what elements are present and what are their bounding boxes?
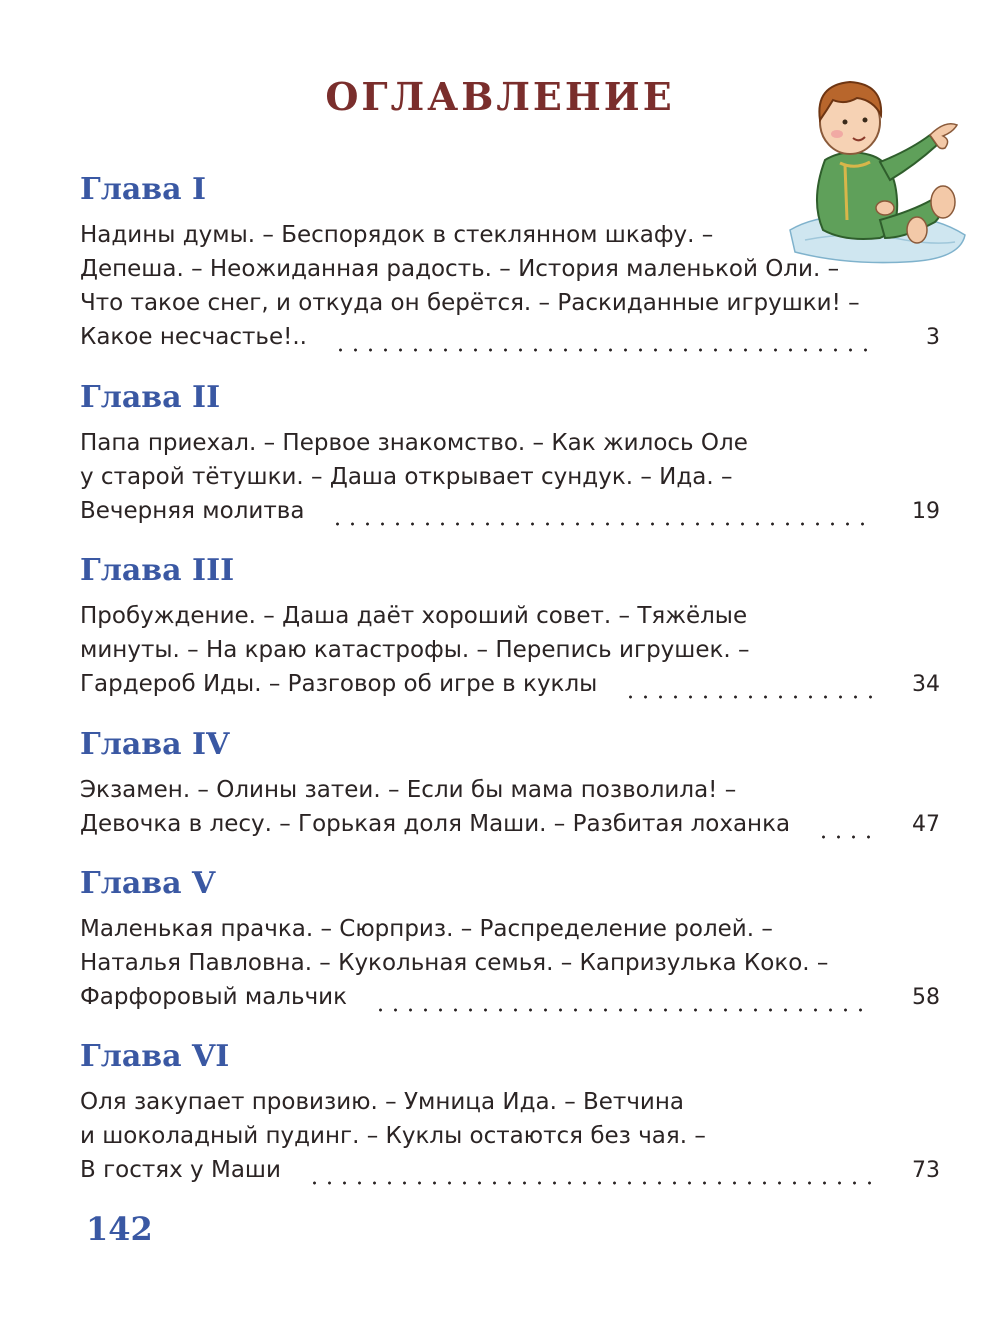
chapter-contents [80, 218, 940, 355]
toc-line: Пробуждение. – Даша даёт хороший совет. – Тяжёлые [80, 603, 748, 629]
dot-leader [307, 1164, 874, 1188]
chapter-5 [80, 866, 940, 1015]
toc-entry-line [80, 980, 940, 1015]
toc-entry-line [80, 1153, 940, 1188]
toc-entry-line [80, 667, 940, 702]
toc-line: и шоколадный пудинг. – Куклы остаются без чая. – [80, 1123, 706, 1149]
chapter-heading: Глава IV [80, 727, 230, 762]
dot-leader [330, 505, 874, 529]
chapter-contents [80, 773, 940, 842]
toc-line: В гостях у Маши [80, 1157, 281, 1183]
toc-line: Наталья Павловна. – Кукольная семья. – Капризулька Коко. – [80, 950, 829, 976]
chapter-3 [80, 553, 940, 702]
chapter-contents [80, 912, 940, 1015]
page-title: ОГЛАВЛЕНИЕ [325, 74, 675, 119]
page-number: 34 [912, 672, 940, 697]
page-number: 3 [926, 325, 940, 350]
chapter-heading: Глава V [80, 866, 216, 901]
dot-leader [816, 818, 874, 842]
chapter-6 [80, 1039, 940, 1188]
toc-line: Оля закупает провизию. – Умница Ида. – Ветчина [80, 1089, 684, 1115]
toc-line: Вечерняя молитва [80, 498, 305, 524]
dot-leader [373, 991, 874, 1015]
chapter-heading: Глава III [80, 553, 235, 588]
page-number: 19 [912, 499, 940, 524]
chapter-contents [80, 1085, 940, 1188]
toc-line: Экзамен. – Олины затеи. – Если бы мама позволила! – [80, 777, 737, 803]
toc-line: Депеша. – Неожиданная радость. – История маленькой Оли. – [80, 256, 840, 282]
chapter-heading: Глава II [80, 380, 221, 415]
toc-entry-line [80, 494, 940, 529]
dot-leader [333, 331, 874, 355]
toc-line: минуты. – На краю катастрофы. – Перепись игрушек. – [80, 637, 750, 663]
chapter-4 [80, 727, 940, 842]
page-number: 73 [912, 1158, 940, 1183]
chapter-contents [80, 599, 940, 702]
toc-line: Девочка в лесу. – Горькая доля Маши. – Разбитая лоханка [80, 811, 791, 837]
toc-line: у старой тётушки. – Даша открывает сундук. – Ида. – [80, 464, 733, 490]
chapter-heading: Глава VI [80, 1039, 230, 1074]
toc-line: Маленькая прачка. – Сюрприз. – Распределение ролей. – [80, 916, 773, 942]
chapter-heading: Глава I [80, 172, 207, 207]
page-number: 58 [912, 985, 940, 1010]
chapter-2 [80, 380, 940, 529]
chapter-1 [80, 172, 940, 355]
toc-line: Фарфоровый мальчик [80, 984, 348, 1010]
toc-entry-line [80, 320, 940, 355]
toc-line: Гардероб Иды. – Разговор об игре в куклы [80, 671, 598, 697]
toc-line: Что такое снег, и откуда он берётся. – Раскиданные игрушки! – [80, 290, 860, 316]
toc-line: Надины думы. – Беспорядок в стеклянном шкафу. – [80, 222, 714, 248]
page-folio-number: 142 [86, 1210, 153, 1248]
dot-leader [623, 678, 874, 702]
page-number: 47 [912, 812, 940, 837]
toc-entry-line [80, 807, 940, 842]
toc-line: Папа приехал. – Первое знакомство. – Как жилось Оле [80, 430, 748, 456]
toc-line: Какое несчастье!.. [80, 324, 307, 350]
chapter-contents [80, 426, 940, 529]
